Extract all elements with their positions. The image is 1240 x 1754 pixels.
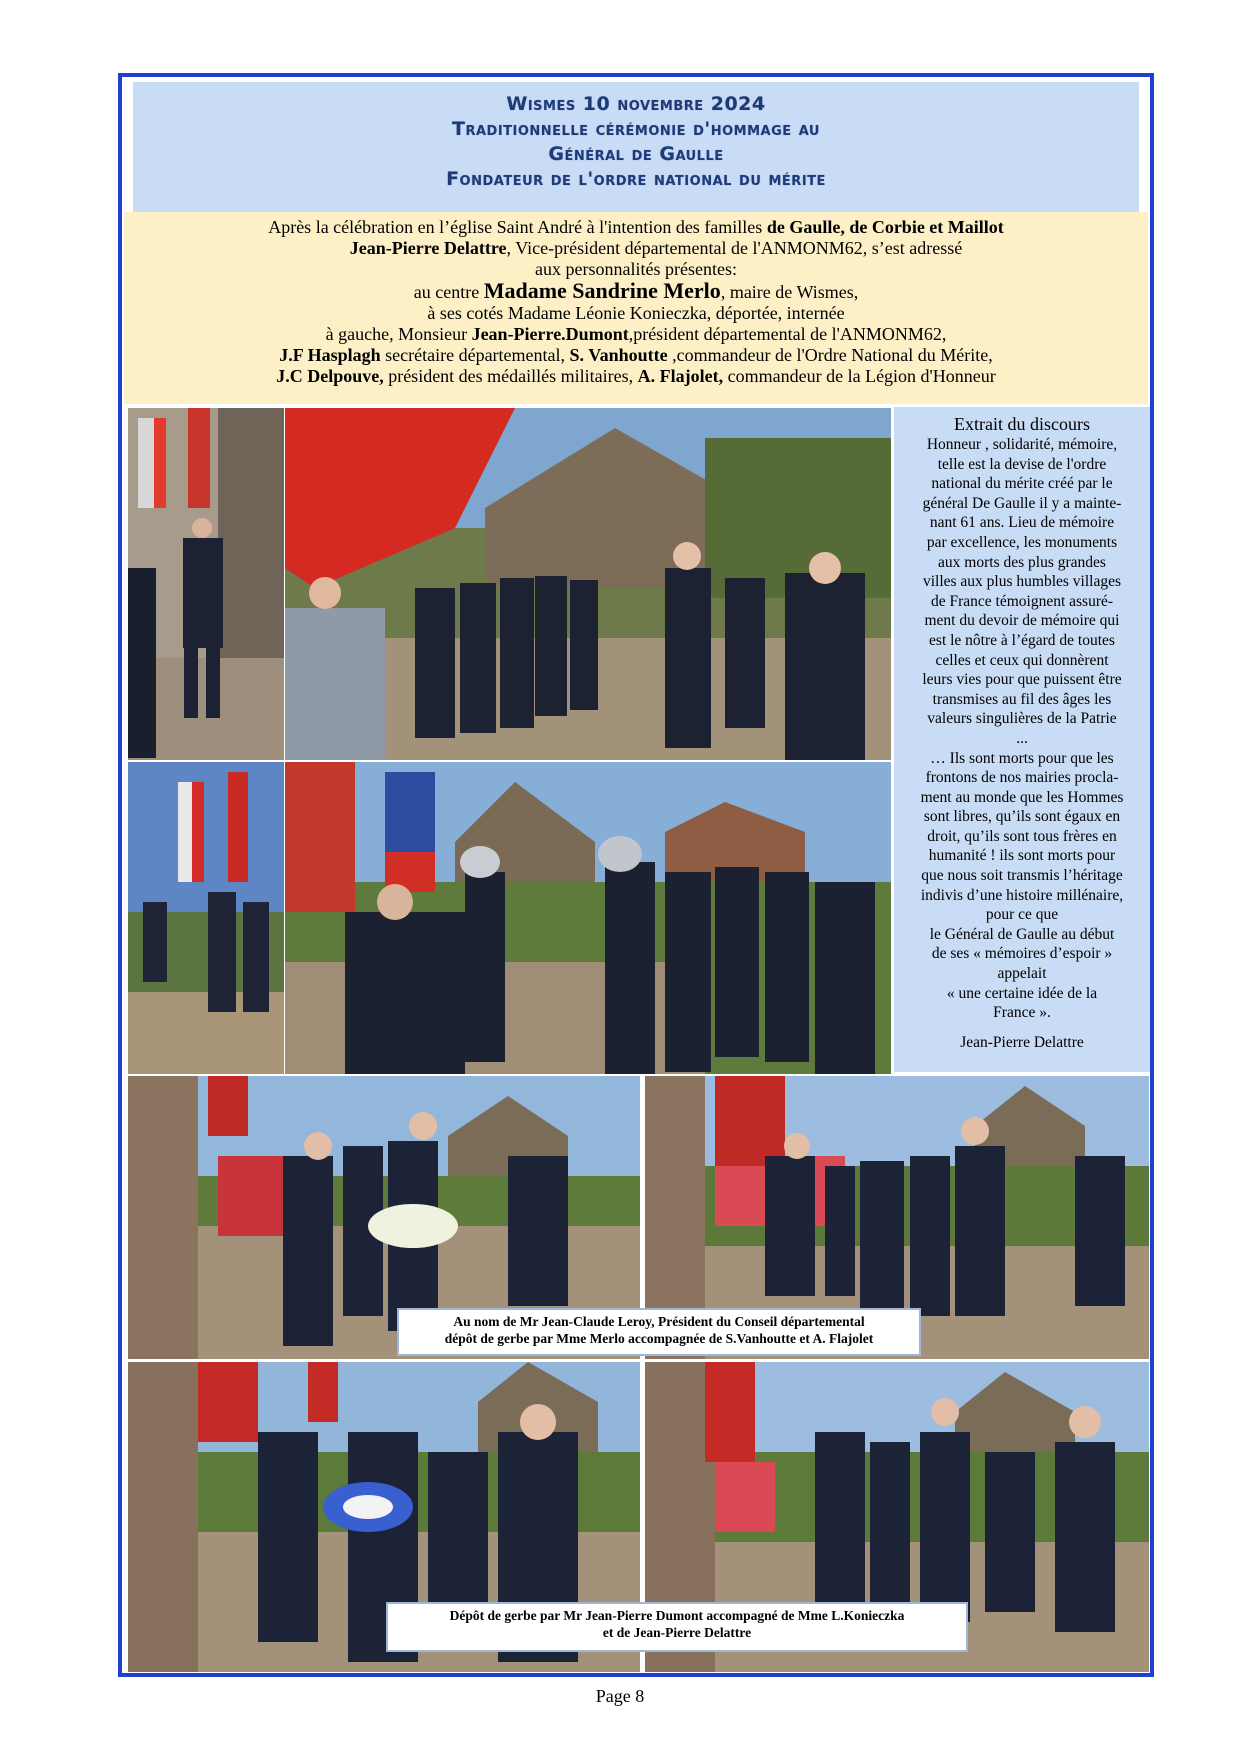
intro-bold: Madame Sandrine Merlo	[483, 278, 721, 303]
intro-text: commandeur de la Légion d'Honneur	[723, 366, 996, 386]
intro-text: ,commandeur de l'Ordre National du Mérite,	[667, 345, 993, 365]
speech-line: nant 61 ans. Lieu de mémoire	[929, 514, 1115, 532]
photo-flag-bearer-church	[128, 408, 284, 760]
speech-line: ment du devoir de mémoire qui	[924, 612, 1120, 630]
speech-line: transmises au fil des âges les	[932, 690, 1112, 708]
speech-line: de ses « mémoires d’espoir »	[931, 945, 1113, 963]
speech-line: par excellence, les monuments	[926, 533, 1118, 551]
intro-line-2	[124, 238, 1148, 259]
intro-bold: de Gaulle, de Corbie et Maillot	[766, 217, 1004, 237]
speech-line: est le nôtre à l’égard de toutes	[929, 631, 1115, 649]
speech-line: celles et ceux qui donnèrent	[935, 651, 1109, 669]
speech-line: villes aux plus humbles villages	[922, 573, 1122, 591]
title-line-3: Général de Gaulle	[548, 143, 724, 165]
title-line-2: Traditionnelle cérémonie d'hommage au	[452, 118, 820, 140]
photo-firefighters	[285, 762, 891, 1074]
intro-line-1	[124, 217, 1148, 238]
speech-line: indivis d’une histoire millénaire,	[920, 886, 1124, 904]
intro-line-7	[124, 345, 1148, 366]
title-box	[133, 82, 1139, 212]
speech-line: frontons de nos mairies procla-	[925, 769, 1119, 787]
speech-line: le Général de Gaulle au début	[929, 925, 1115, 943]
speech-line: « une certaine idée de la	[946, 984, 1098, 1002]
title-line-4: Fondateur de l'ordre national du mérite	[446, 168, 826, 190]
caption-line: et de Jean-Pierre Delattre	[602, 1625, 752, 1640]
intro-text: à gauche, Monsieur	[325, 324, 472, 344]
speech-line: humanité ! ils sont morts pour	[928, 847, 1116, 865]
photo-speech-barn	[285, 408, 891, 760]
intro-line-6	[124, 324, 1148, 345]
speech-line: Honneur , solidarité, mémoire,	[926, 436, 1118, 453]
speech-line: valeurs singulières de la Patrie	[927, 710, 1117, 728]
intro-bold: J.F Hasplagh	[279, 345, 381, 365]
speech-line: leurs vies pour que puissent être	[922, 671, 1122, 689]
intro-bold: J.C Delpouve,	[276, 366, 384, 386]
intro-text: Après la célébration en l’église Saint André à l'intention des familles	[268, 217, 767, 237]
speech-extract-box	[894, 407, 1150, 1072]
photo-flags-left	[128, 762, 284, 1074]
intro-bold: Jean-Pierre.Dumont	[471, 324, 629, 344]
intro-line-4	[124, 280, 1148, 303]
speech-line: France ».	[993, 1004, 1051, 1022]
page-number: Page 8	[595, 1686, 645, 1706]
title-line-1: Wismes 10 novembre 2024	[506, 93, 766, 115]
intro-text: président des médaillés militaires,	[383, 366, 638, 386]
intro-bold: Jean-Pierre Delattre	[349, 238, 507, 258]
caption-line: Dépôt de gerbe par Mr Jean-Pierre Dumont accompagné de Mme L.Konieczka	[449, 1608, 905, 1623]
speech-line: ...	[1016, 729, 1028, 747]
intro-text: , Vice-président départemental de l'ANMONM62, s’est adressé	[506, 238, 963, 258]
speech-line: que nous soit transmis l’héritage	[921, 867, 1123, 885]
caption-photo-merlo	[397, 1308, 921, 1356]
speech-line: telle est la devise de l'ordre	[937, 455, 1107, 473]
speech-line: sont libres, qu’ils sont égaux en	[923, 808, 1121, 826]
speech-text	[894, 435, 1150, 1023]
speech-signature: Jean-Pierre Delattre	[960, 1033, 1084, 1051]
intro-line-3: aux personnalités présentes:	[535, 259, 737, 279]
speech-line: droit, qu’ils sont tous frères en	[927, 827, 1117, 845]
speech-line: pour ce que	[985, 906, 1059, 924]
caption-photo-dumont	[386, 1602, 968, 1652]
speech-line: aux morts des plus grandes	[938, 553, 1106, 571]
intro-line-8	[124, 366, 1148, 387]
speech-title: Extrait du discours	[954, 414, 1090, 434]
intro-bold: S. Vanhoutte	[569, 345, 668, 365]
speech-line: national du mérite créé par le	[931, 475, 1113, 493]
intro-bold: A. Flajolet,	[637, 366, 724, 386]
caption-line: dépôt de gerbe par Mme Merlo accompagnée de S.Vanhoutte et A. Flajolet	[444, 1331, 874, 1346]
speech-line: … Ils sont morts pour que les	[930, 749, 1114, 767]
caption-line: Au nom de Mr Jean-Claude Leroy, Président du Conseil départemental	[453, 1314, 865, 1329]
intro-text: ,président départemental de l'ANMONM62,	[628, 324, 947, 344]
speech-line: de France témoignent assuré-	[930, 592, 1114, 610]
intro-text: au centre	[413, 282, 484, 302]
intro-text: secrétaire départemental,	[380, 345, 570, 365]
speech-line: général De Gaulle il y a mainte-	[922, 494, 1122, 512]
speech-line: ment au monde que les Hommes	[920, 788, 1124, 806]
intro-text: , maire de Wismes,	[720, 282, 859, 302]
speech-line: appelait	[997, 965, 1047, 983]
intro-line-5: à ses cotés Madame Léonie Konieczka, déportée, internée	[427, 303, 845, 323]
intro-box	[124, 212, 1148, 404]
